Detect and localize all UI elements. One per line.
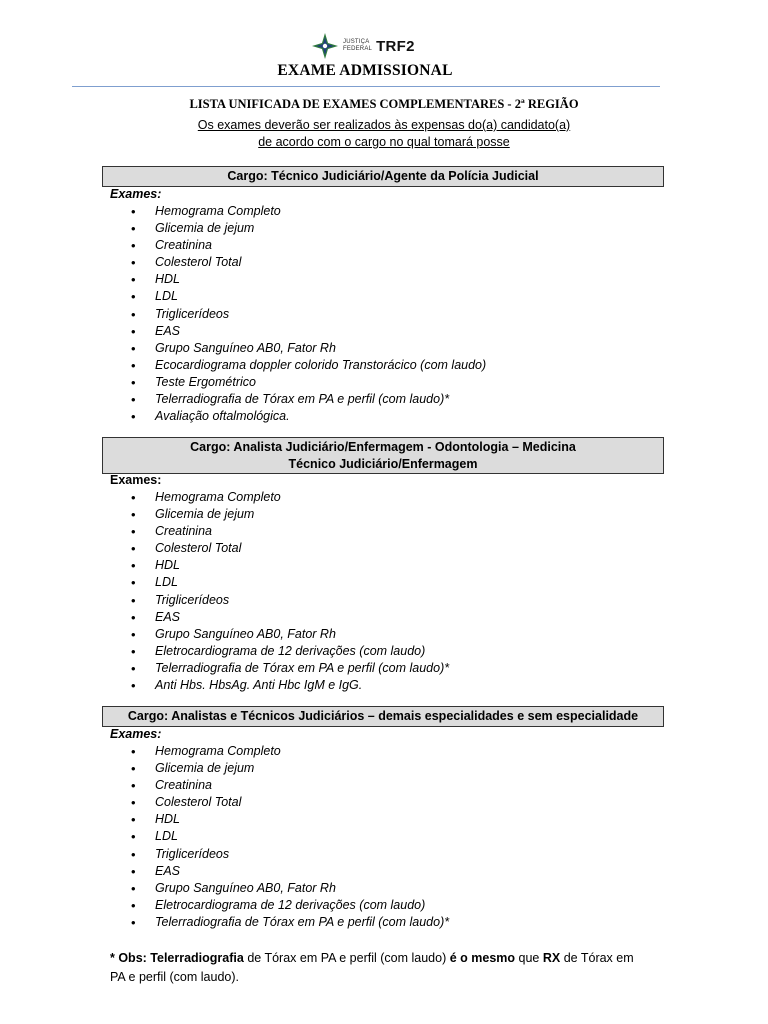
list-item: • Glicemia de jejum [131, 506, 449, 523]
list-item: • Grupo Sanguíneo AB0, Fator Rh [131, 880, 449, 897]
logo-caption-line2: FEDERAL [343, 46, 373, 52]
list-item: • Colesterol Total [131, 794, 449, 811]
list-item: • EAS [131, 863, 449, 880]
list-item: • Hemograma Completo [131, 203, 486, 220]
obs-part-5: RX [542, 951, 561, 965]
page-title: EXAME ADMISSIONAL [277, 62, 453, 79]
cargo-box-1 [102, 166, 664, 187]
exames-label-text: Exames: [110, 727, 162, 741]
logo-caption-line1: JUSTIÇA [343, 39, 370, 45]
cargo-box-3 [102, 706, 664, 727]
list-item: • Triglicerídeos [131, 592, 449, 609]
list-item: • Hemograma Completo [131, 489, 449, 506]
list-item: • Telerradiografia de Tórax em PA e perfil (com laudo)* [131, 660, 449, 677]
exam-list-3 [131, 743, 449, 931]
list-item: • Creatinina [131, 523, 449, 540]
cargo-title: Cargo: Analistas e Técnicos Judiciários – demais especialidades e sem especialidade [127, 709, 639, 723]
trf2-logo [311, 32, 415, 60]
list-item: • Creatinina [131, 777, 449, 794]
list-item: • LDL [131, 288, 486, 305]
cargo-box-2 [102, 437, 664, 474]
logo-caption [343, 39, 372, 53]
list-item: • HDL [131, 811, 449, 828]
list-item: • Eletrocardiograma de 12 derivações (com laudo) [131, 643, 449, 660]
header-divider [72, 86, 660, 87]
obs-part-3: é o mesmo [449, 951, 516, 965]
obs-part-4: que [515, 951, 543, 965]
list-subtitle: LISTA UNIFICADA DE EXAMES COMPLEMENTARES - 2ª REGIÃO [189, 97, 579, 111]
list-item: • HDL [131, 557, 449, 574]
list-item: • Anti Hbs. HbsAg. Anti Hbc IgM e IgG. [131, 677, 449, 694]
obs-part-6: de Tórax em PA e perfil (com laudo). [110, 951, 634, 984]
exames-label: Exames: [110, 473, 162, 487]
exam-list-1 [131, 203, 486, 425]
list-item: • Colesterol Total [131, 254, 486, 271]
list-item: • Glicemia de jejum [131, 220, 486, 237]
list-item: • EAS [131, 323, 486, 340]
cargo-title: Cargo: Analista Judiciário/Enfermagem - Odontologia – Medicina [190, 440, 576, 454]
cargo-title: Cargo: Técnico Judiciário/Agente da Polícia Judicial [227, 169, 539, 183]
list-item: • Colesterol Total [131, 540, 449, 557]
list-item: • Telerradiografia de Tórax em PA e perfil (com laudo)* [131, 391, 486, 408]
observation-note [110, 949, 650, 987]
list-item: • Hemograma Completo [131, 743, 449, 760]
list-item: • LDL [131, 574, 449, 591]
list-item: • Avaliação oftalmológica. [131, 408, 486, 425]
list-item: • EAS [131, 609, 449, 626]
list-item: • Glicemia de jejum [131, 760, 449, 777]
list-item: • LDL [131, 828, 449, 845]
list-item: • Grupo Sanguíneo AB0, Fator Rh [131, 340, 486, 357]
cargo-title-line2: Técnico Judiciário/Enfermagem [288, 457, 478, 471]
exames-label [110, 726, 161, 743]
list-item: • HDL [131, 271, 486, 288]
exam-list-2 [131, 489, 449, 694]
expense-note-line1: Os exames deverão ser realizados às expensas do(a) candidato(a) [197, 118, 571, 132]
logo-text: TRF2 [376, 37, 415, 55]
list-item: • Triglicerídeos [131, 306, 486, 323]
exames-label-text: Exames: [110, 187, 162, 201]
list-item: • Eletrocardiograma de 12 derivações (com laudo) [131, 897, 449, 914]
list-item: • Grupo Sanguíneo AB0, Fator Rh [131, 626, 449, 643]
exames-label [110, 186, 161, 203]
obs-part-1: * Obs: Telerradiografia [110, 951, 244, 965]
trf2-emblem-icon [311, 32, 339, 60]
list-item: • Telerradiografia de Tórax em PA e perfil (com laudo)* [131, 914, 449, 931]
obs-part-2: de Tórax em PA e perfil (com laudo) [243, 951, 450, 965]
list-item: • Triglicerídeos [131, 846, 449, 863]
list-item: • Teste Ergométrico [131, 374, 486, 391]
list-item: • Ecocardiograma doppler colorido Transtorácico (com laudo) [131, 357, 486, 374]
expense-note-line2: de acordo com o cargo no qual tomará posse [258, 135, 510, 149]
list-item: • Creatinina [131, 237, 486, 254]
